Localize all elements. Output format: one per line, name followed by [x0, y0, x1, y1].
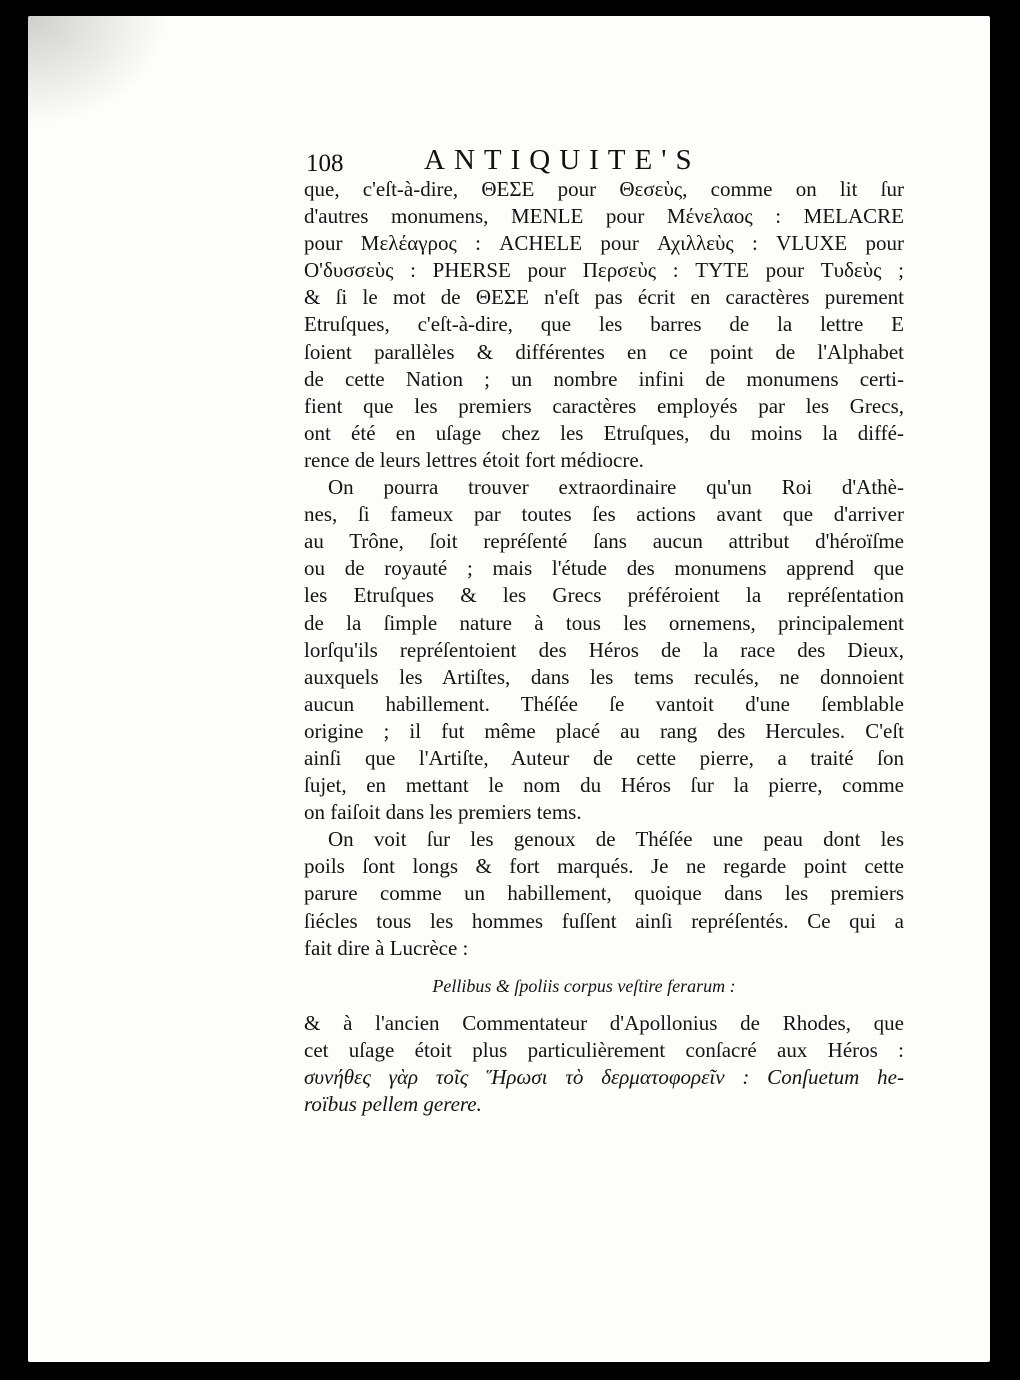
- text-line: roïbus pellem gerere.: [304, 1092, 482, 1116]
- text-line: de cette Nation ; un nombre infini de monumens certi-: [304, 366, 904, 391]
- text-line: aucun habillement. Théſée ſe vantoit d'une ſemblable: [304, 691, 904, 716]
- text-line: & ſi le mot de ΘΕΣΕ n'eſt pas écrit en caractères purement: [304, 285, 904, 310]
- text-line: les Etruſques & les Grecs préféroient la repréſentation: [304, 583, 904, 608]
- text-line: poils ſont longs & fort marqués. Je ne regarde point cette: [304, 854, 904, 879]
- text-line: parure comme un habillement, quoique dans les premiers: [304, 881, 904, 906]
- text-line: on faiſoit dans les premiers tems.: [304, 800, 582, 825]
- page-number: 108: [306, 150, 344, 177]
- running-title: ANTIQUITE'S: [424, 144, 701, 176]
- text-line: ainſi que l'Artiſte, Auteur de cette pierre, a traité ſon: [304, 745, 904, 770]
- text-line: fient que les premiers caractères employés par les Grecs,: [304, 393, 904, 418]
- text-line: d'autres monumens, MENLE pour Μένελαος : MELACRE: [304, 204, 904, 229]
- text-line: ſujet, en mettant le nom du Héros ſur la pierre, comme: [304, 773, 904, 798]
- text-line: & à l'ancien Commentateur d'Apollonius de Rhodes, que: [304, 1010, 904, 1035]
- text-line: fait dire à Lucrèce :: [304, 935, 469, 960]
- text-line: de la ſimple nature à tous les ornemens, principalement: [304, 610, 904, 635]
- text-line: On pourra trouver extraordinaire qu'un Roi d'Athè-: [328, 475, 904, 500]
- text-line: Etruſques, c'eſt-à-dire, que les barres de la lettre E: [304, 312, 904, 337]
- page-header: [306, 144, 806, 178]
- text-line: que, c'eſt-à-dire, ΘΕΣΕ pour Θεσεὺς, comme on lit ſur: [304, 177, 904, 201]
- text-line: ſiécles tous les hommes fuſſent ainſi repréſentés. Ce qui a: [304, 908, 904, 933]
- latin-quote: Pellibus & ſpoliis corpus veſtire ferarum :: [432, 975, 736, 996]
- text-line: συνήθες γὰρ τοῖς Ἥρωσι τὸ δερματοφορεῖν : Conſuetum he-: [304, 1064, 904, 1089]
- text-line: ont été en uſage chez les Etruſques, du moins la diffé-: [304, 420, 904, 445]
- text-line: ou de royauté ; mais l'étude des monumens apprend que: [304, 556, 904, 581]
- text-line: au Trône, ſoit repréſenté ſans aucun attribut d'héroïſme: [304, 529, 904, 554]
- text-line: pour Μελέαγρος : ACHELE pour Αχιλλεὺς : VLUXE pour: [304, 231, 904, 256]
- text-line: On voit ſur les genoux de Théſée une peau dont les: [328, 827, 904, 852]
- text-line: origine ; il fut même placé au rang des Hercules. C'eſt: [304, 718, 904, 743]
- body-text: [304, 176, 904, 1118]
- text-line: ſoient parallèles & différentes en ce point de l'Alphabet: [304, 339, 904, 364]
- text-line: nes, ſi fameux par toutes ſes actions avant que d'arriver: [304, 502, 904, 527]
- book-page: [28, 16, 990, 1362]
- text-line: auxquels les Artiſtes, dans les tems reculés, ne donnoient: [304, 664, 904, 689]
- text-line: Ο'δυσσεὺς : PHERSE pour Περσεὺς : TYTE pour Τυδεὺς ;: [304, 258, 904, 283]
- text-line: rence de leurs lettres étoit fort médiocre.: [304, 447, 644, 472]
- page-shadow: [28, 16, 168, 126]
- text-line: lorſqu'ils repréſentoient des Héros de la race des Dieux,: [304, 637, 904, 662]
- text-line: cet uſage étoit plus particulièrement conſacré aux Héros :: [304, 1037, 904, 1062]
